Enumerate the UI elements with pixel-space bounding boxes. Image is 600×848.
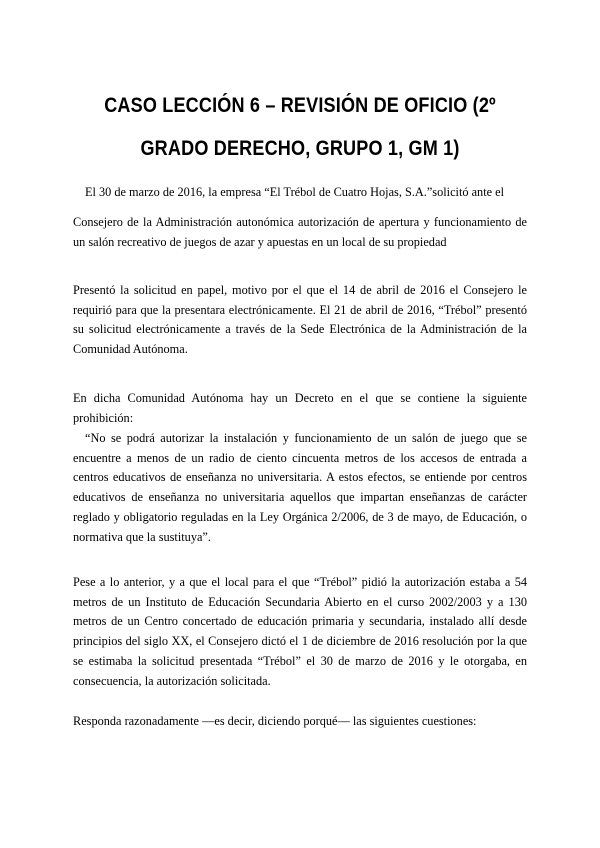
paragraph-request: Presentó la solicitud en papel, motivo por el que el 14 de abril de 2016 el Consejero le requirió para que la presentara electrónicamente. El 21 de abril de 2016, “Trébol” presentó su solicitud electrónicamente a través de la Sede Electrónica de la Administración de la Comunidad Autónoma. [73, 283, 527, 357]
document-title [94, 84, 507, 170]
paragraph-decree: En dicha Comunidad Autónoma hay un Decreto en el que se contiene la siguiente prohibición: [73, 391, 527, 425]
paragraph-resolution: Pese a lo anterior, y a que el local para el que “Trébol” pidió la autorización estaba a 54 metros de un Instituto de Educación Secundaria Abierto en el curso 2002/2003 y a 130 metros de un Centro concertado de educación primaria y secundaria, instalado allí desde principios del siglo XX, el Consejero dictó el 1 de diciembre de 2016 resolución por la que se estimaba la solicitud presentada “Trébol” el 30 de marzo de 2016 y le otorgaba, en consecuencia, la autorización solicitada. [73, 575, 527, 688]
decree-quote: “No se podrá autorizar la instalación y funcionamiento de un salón de juego que se encuentre a menos de un radio de ciento cincuenta metros de los accesos de entrada a centros educativos de enseñanza no universitaria. A estos efectos, se entiende por centros educativos de enseñanza no universitaria aquellos que impartan enseñanzas de carácter reglado y obligatorio reguladas en la Ley Orgánica 2/2006, de 3 de mayo, de Educación, o normativa que la sustituya”. [73, 431, 527, 544]
title-line-1: CASO LECCIÓN 6 – REVISIÓN DE OFICIO (2º [104, 94, 496, 118]
paragraph-intro-continuation: Consejero de la Administración autonómica autorización de apertura y funcionamiento de un salón recreativo de juegos de azar y apuestas en un local de su propiedad [73, 215, 527, 249]
title-line-2: GRADO DERECHO, GRUPO 1, GM 1) [140, 137, 460, 161]
paragraph-intro-line-1: El 30 de marzo de 2016, la empresa “El Trébol de Cuatro Hojas, S.A.”solicitó ante el [85, 185, 505, 199]
paragraph-questions-prompt: Responda razonadamente —es decir, diciendo porqué— las siguientes cuestiones: [73, 714, 477, 728]
